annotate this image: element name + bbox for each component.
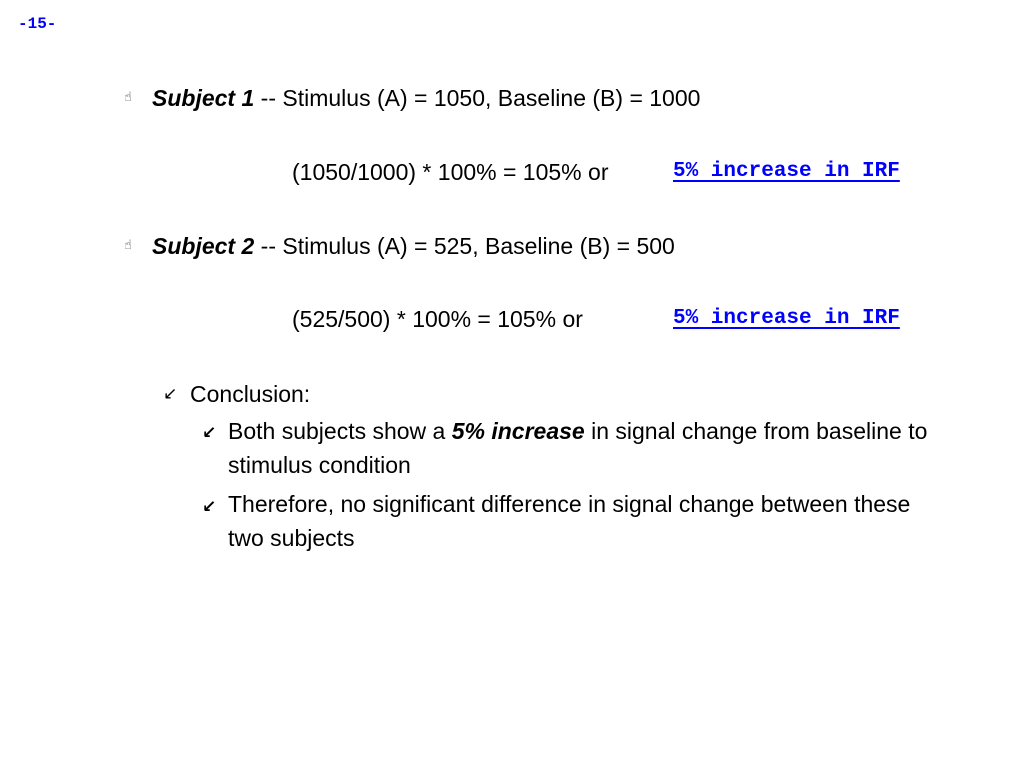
subject2-label: Subject 2: [152, 233, 255, 259]
subject1-label: Subject 1: [152, 85, 255, 111]
conclusion-point-1-emphasis: 5% increase: [451, 418, 585, 444]
subject2-calculation: (525/500) * 100% = 105% or: [292, 306, 583, 332]
arrow-down-left-icon: ↙: [163, 384, 178, 404]
conclusion-point-1-before: Both subjects show a: [228, 418, 446, 444]
subject1-line: [152, 84, 700, 112]
hand-pointing-icon: ☝: [124, 90, 132, 105]
subject2-result-link[interactable]: 5% increase in IRF: [673, 307, 900, 330]
subject2-line: [152, 232, 675, 260]
subject1-calculation: (1050/1000) * 100% = 105% or: [292, 159, 609, 185]
conclusion-point-1: [228, 414, 928, 482]
conclusion-point-2: Therefore, no significant difference in signal change between these two subjects: [228, 491, 911, 551]
conclusion-heading: Conclusion:: [190, 381, 311, 407]
subject1-separator: --: [260, 85, 276, 111]
subject2-description: Stimulus (A) = 525, Baseline (B) = 500: [282, 233, 675, 259]
subject2-separator: --: [260, 233, 276, 259]
page-number: -15-: [18, 15, 57, 33]
conclusion-point-1-after: in signal change from baseline to stimulus condition: [228, 418, 928, 478]
hand-pointing-icon: ☝: [124, 238, 132, 253]
arrow-down-left-bold-icon: ↙: [202, 497, 217, 517]
arrow-down-left-bold-icon: ↙: [202, 423, 217, 443]
subject1-description: Stimulus (A) = 1050, Baseline (B) = 1000: [282, 85, 701, 111]
subject1-result-link[interactable]: 5% increase in IRF: [673, 160, 900, 183]
